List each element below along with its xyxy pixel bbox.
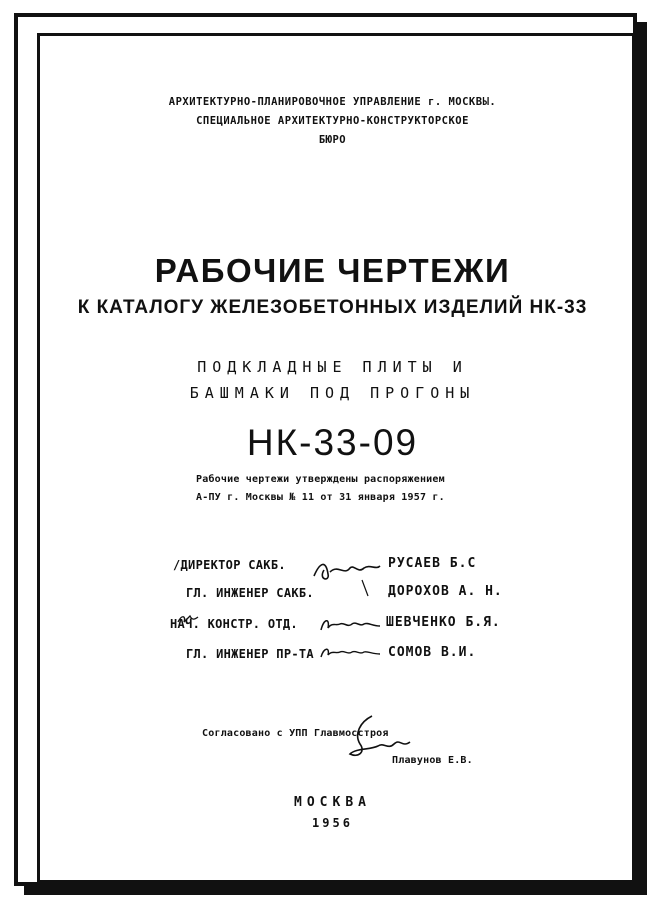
document-code: НК-33-09	[246, 422, 419, 463]
approval-line-2: А-ПУ г. Москвы № 11 от 31 января 1957 г.	[196, 492, 445, 503]
signature-position-chief-engineer: ГЛ. ИНЖЕНЕР САКБ.	[186, 586, 314, 600]
signature-name-project-engineer: СОМОВ В.И.	[388, 645, 477, 660]
handwritten-signature-2	[318, 614, 382, 636]
handwritten-mark	[176, 612, 200, 630]
subject-line-1: ПОДКЛАДНЫЕ ПЛИТЫ И	[197, 358, 468, 376]
frame-shadow-bottom	[24, 886, 647, 895]
signature-name-head-design: ШЕВЧЕНКО Б.Я.	[386, 615, 501, 630]
signature-name-chief-engineer: ДОРОХОВ А. Н.	[388, 584, 503, 599]
document-title: РАБОЧИЕ ЧЕРТЕЖИ	[154, 252, 511, 289]
city: МОСКВА	[294, 795, 371, 810]
agreement-text: Согласовано с УПП Главмосстроя	[202, 728, 389, 739]
handwritten-signature-3	[318, 643, 382, 663]
organization-line-2: СПЕЦИАЛЬНОЕ АРХИТЕКТУРНО-КОНСТРУКТОРСКОЕ	[196, 115, 469, 127]
year: 1956	[312, 816, 353, 830]
organization-line-1: АРХИТЕКТУРНО-ПЛАНИРОВОЧНОЕ УПРАВЛЕНИЕ г. МОСКВЫ.	[168, 96, 497, 108]
handwritten-signature-1	[310, 554, 385, 604]
subject-line-2: БАШМАКИ ПОД ПРОГОНЫ	[189, 384, 476, 402]
signature-position-head-design: НАЧ. КОНСТР. ОТД.	[170, 617, 298, 631]
organization-line-3: БЮРО	[318, 134, 347, 146]
approval-line-1: Рабочие чертежи утверждены распоряжением	[196, 474, 445, 485]
signature-name-director: РУСАЕВ Б.С	[388, 556, 477, 571]
signature-position-project-engineer: ГЛ. ИНЖЕНЕР ПР-ТА	[186, 647, 314, 661]
document-subtitle: К КАТАЛОГУ ЖЕЛЕЗОБЕТОННЫХ ИЗДЕЛИЙ НК-33	[77, 297, 588, 318]
signature-position-director: /ДИРЕКТОР САКБ.	[173, 558, 286, 572]
agreement-name: Плавунов Е.В.	[392, 755, 473, 766]
